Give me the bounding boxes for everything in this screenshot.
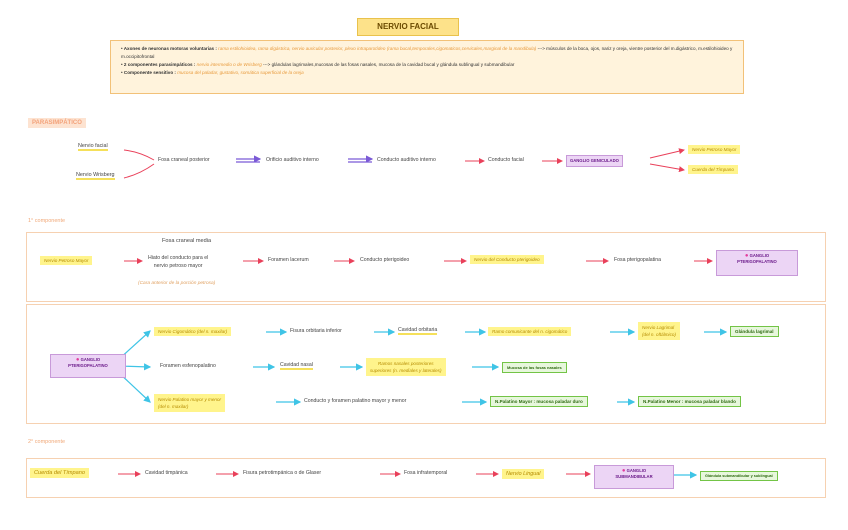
node-fosa-craneal-media: Fosa craneal media <box>162 238 212 244</box>
node-cavidad-nasal: Cavidad nasal <box>280 362 313 368</box>
node-palatino-menor: N.Palatino Menor : mucosa paladar blando <box>638 396 741 407</box>
node-ganglio-pterigopalatino: ● GANGLIO PTERIGOPALATINO <box>716 250 798 276</box>
dot-icon: ● <box>744 253 749 259</box>
info-line-2: • 2 componentes parasimpáticos : nervio intermedio o de Wrisberg ---> glándulas lagrimales,mucosas de las fosas nasales, mucosa de la cavidad bucal y glándula sublingual y submandibular <box>121 62 515 67</box>
node-mucosa-fosas: Mucosa de las fosas nasales <box>502 362 567 373</box>
node-conducto-pterigoideo: Conducto pterigoideo <box>360 257 410 263</box>
node-foramen-lacerum: Foramen lacerum <box>268 257 309 263</box>
node-conducto-facial: Conducto facial <box>488 157 524 163</box>
node-cavidad-timpanica: Cavidad timpánica <box>145 470 188 476</box>
node-ramo-comunicante: Ramo comunicante del n. cigomático <box>488 327 571 336</box>
info-line-1: • Axones de neuronas motoras voluntarias : rama estilohioidea, rama digástrica, nervio auricular posterior, plexo intraparotídeo (rama bucal,temporales,cigomaticos,cervicales,marginal de la mandibula) ---> músculos de la boca, ojos, nariz y oreja, vientre posterior del m.digástrico, m.estilohioideo y m.occipitofrontal <box>121 46 733 59</box>
node-cavidad-orbitaria: Cavidad orbitaria <box>398 327 438 333</box>
node-fisura-orbitaria: Fisura orbitaria inferior <box>290 328 342 334</box>
node-glandula-lagrimal: Glándula lagrimal <box>730 326 779 337</box>
dot-icon: ● <box>75 357 80 363</box>
node-fosa-craneal-posterior: Fosa craneal posterior <box>158 157 210 163</box>
node-ramos-nasales: Ramos nasales posteriores superiores (n. mediales y laterales) <box>366 358 446 376</box>
node-cuerda-timpano-top: Cuerda del Tímpano <box>688 165 738 174</box>
node-nervio-wrisberg: Nervio Wrisberg <box>76 172 115 178</box>
node-palatino-mayor: N.Palatino Mayor : mucosa paladar duro <box>490 396 588 407</box>
info-line-3: • Componente sensitivo : mucosa del paladar, gustativo, somática superficial de la oreja <box>121 70 304 75</box>
node-fosa-pterigopalatina: Fosa pterigopalatina <box>614 257 662 263</box>
node-nervio-lingual: Nervio Lingual <box>502 469 544 479</box>
dot-icon: ● <box>621 468 626 474</box>
section-label-comp2: 2° componente <box>28 439 66 445</box>
section-label-parasimpatico: PARASIMPÁTICO <box>28 118 86 128</box>
node-ganglio-pterigopalatino-left: ● GANGLIO PTERIGOPALATINO <box>50 354 126 378</box>
node-petroso-mayor-top: Nervio Petroso Mayor <box>688 145 740 154</box>
node-fisura-petrotimpanica: Fisura petrotimpánica o de Glaser <box>243 470 322 476</box>
node-fosa-infratemporal: Fosa infratemporal <box>404 470 448 476</box>
node-cuerda-timpano: Cuerda del Tímpano <box>30 468 89 478</box>
node-foramen-esfenopalatino: Foramen esfenopalatino <box>160 363 216 369</box>
node-orificio-auditivo: Orificio auditivo interno <box>266 157 319 163</box>
page-title: NERVIO FACIAL <box>357 18 459 36</box>
node-nervio-conducto-pterigoideo: Nervio del Conducto pterigoideo <box>470 255 544 264</box>
node-nervio-lagrimal: Nervio Lagrimal (del n. oftálmico) <box>638 322 680 340</box>
node-petroso-mayor: Nervio Petroso Mayor <box>40 256 92 265</box>
section-label-comp1: 1° componente <box>28 218 66 224</box>
node-conducto-auditivo: Conducto auditivo interno <box>377 157 436 163</box>
node-cara-anterior: (Cara anterior de la porción petrosa) <box>138 281 216 286</box>
node-hiato: Hiato del conducto para el nervio petroso mayor <box>148 255 209 269</box>
node-conducto-palatino: Conducto y foramen palatino mayor y menor <box>304 398 407 404</box>
node-glandula-submandibular: Glándula submandibular y sublingual <box>700 471 778 481</box>
node-ganglio-geniculado: GANGLIO GENICULADO <box>566 155 623 167</box>
node-ganglio-submandibular: ● GANGLIO SUBMANDIBULAR <box>594 465 674 489</box>
node-nervio-cigomatico: Nervio Cigomático (del n. maxilar) <box>154 327 231 336</box>
node-nervio-facial: Nervio facial <box>78 143 108 149</box>
node-nervio-palatino: Nervio Palatino mayor y menor (del n. maxilar) <box>154 394 225 412</box>
